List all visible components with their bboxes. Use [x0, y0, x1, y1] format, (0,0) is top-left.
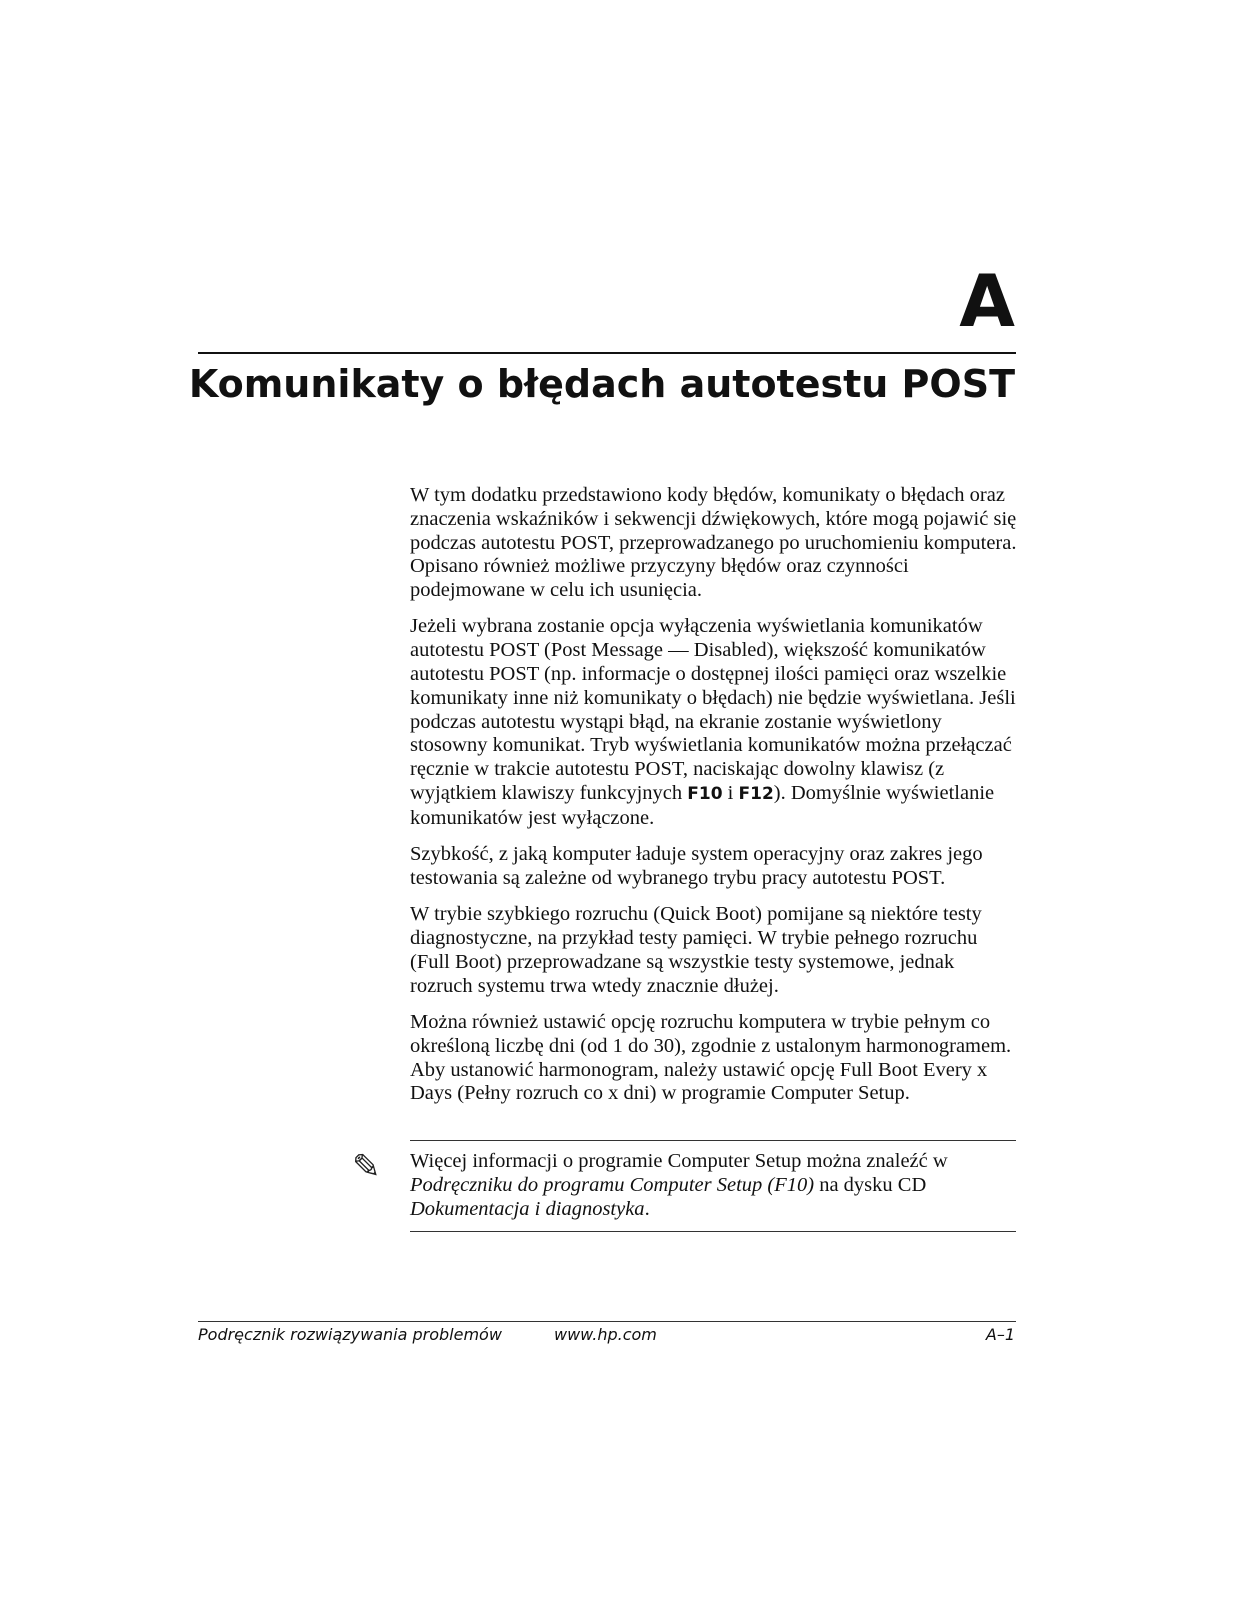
paragraph-boot-speed: Szybkość, z jaką komputer ładuje system operacyjny oraz zakres jego testowania są zależne od wybranego trybu pracy autotestu POST. — [410, 843, 983, 889]
paragraph-post-messages-end: ). Domyślnie wyświetlanie komunikatów jest wyłączone. — [410, 782, 995, 829]
paragraph-full-boot-schedule: Można również ustawić opcję rozruchu komputera w trybie pełnym co określoną liczbę dni (od 1 do 30), zgodnie z ustalonym harmonogramem. Aby ustanowić harmonogram, należy ustawić opcję Full Boot Every x Days (Pełny rozruch co x dni) w programie Computer Setup. — [410, 1010, 1012, 1105]
key-f10: F10 — [687, 784, 723, 805]
note-text-start: Więcej informacji o programie Computer Setup można znaleźć w — [410, 1150, 948, 1172]
paragraph-boot-modes: W trybie szybkiego rozruchu (Quick Boot) pomijane są niektóre testy diagnostyczne, na przykład testy pamięci. W trybie pełnego rozruchu (Full Boot) przeprowadzane są wszystkie testy systemowe, jednak rozruch systemu trwa wtedy znacznie dłużej. — [410, 903, 982, 997]
footer-rule — [198, 1321, 1016, 1322]
note-box — [410, 1140, 1016, 1232]
footer-website: www.hp.com — [554, 1325, 657, 1344]
key-f12: F12 — [738, 784, 774, 805]
paragraph-post-messages-text: Jeżeli wybrana zostanie opcja wyłączenia wyświetlania komunikatów autotestu POST (Post Message — Disabled), większość komunikatów autotestu POST (np. informacje o dostępnej ilości pamięci oraz wszelkie komunikaty inne niż komunikaty o błędach) nie będzie wyświetlana. Jeśli podczas autotestu wystąpi błąd, na ekranie zostanie wyświetlony stosowny komunikat. Tryb wyświetlania komunikatów można przełączać ręcznie w trakcie autotestu POST, naciskając dowolny klawisz (z wyjątkiem klawiszy funkcyjnych — [410, 615, 1016, 805]
note-text-middle: na dysku CD — [814, 1173, 927, 1196]
footer-page-number: A–1 — [985, 1325, 1015, 1344]
body-column — [410, 484, 1018, 1119]
chapter-letter: A — [959, 259, 1015, 343]
paragraph-post-messages — [410, 615, 1018, 830]
footer-manual-title: Podręcznik rozwiązywania problemów — [198, 1325, 502, 1344]
chapter-title: Komunikaty o błędach autotestu POST — [188, 362, 1015, 406]
note-text — [410, 1150, 1016, 1221]
conjunction-text: i — [722, 782, 739, 805]
note-manual-title: Podręczniku do programu Computer Setup (F10) — [410, 1173, 815, 1196]
note-text-end: . — [644, 1197, 650, 1220]
pencil-note-icon: ✎ — [352, 1147, 381, 1187]
note-cd-title: Dokumentacja i diagnostyka — [410, 1197, 645, 1220]
title-rule — [198, 352, 1016, 354]
paragraph-intro: W tym dodatku przedstawiono kody błędów, komunikaty o błędach oraz znaczenia wskaźników i sekwencji dźwiękowych, które mogą pojawić się podczas autotestu POST, przeprowadzanego po uruchomieniu komputera. Opisano również możliwe przyczyny błędów oraz czynności podejmowane w celu ich usunięcia. — [410, 484, 1017, 602]
